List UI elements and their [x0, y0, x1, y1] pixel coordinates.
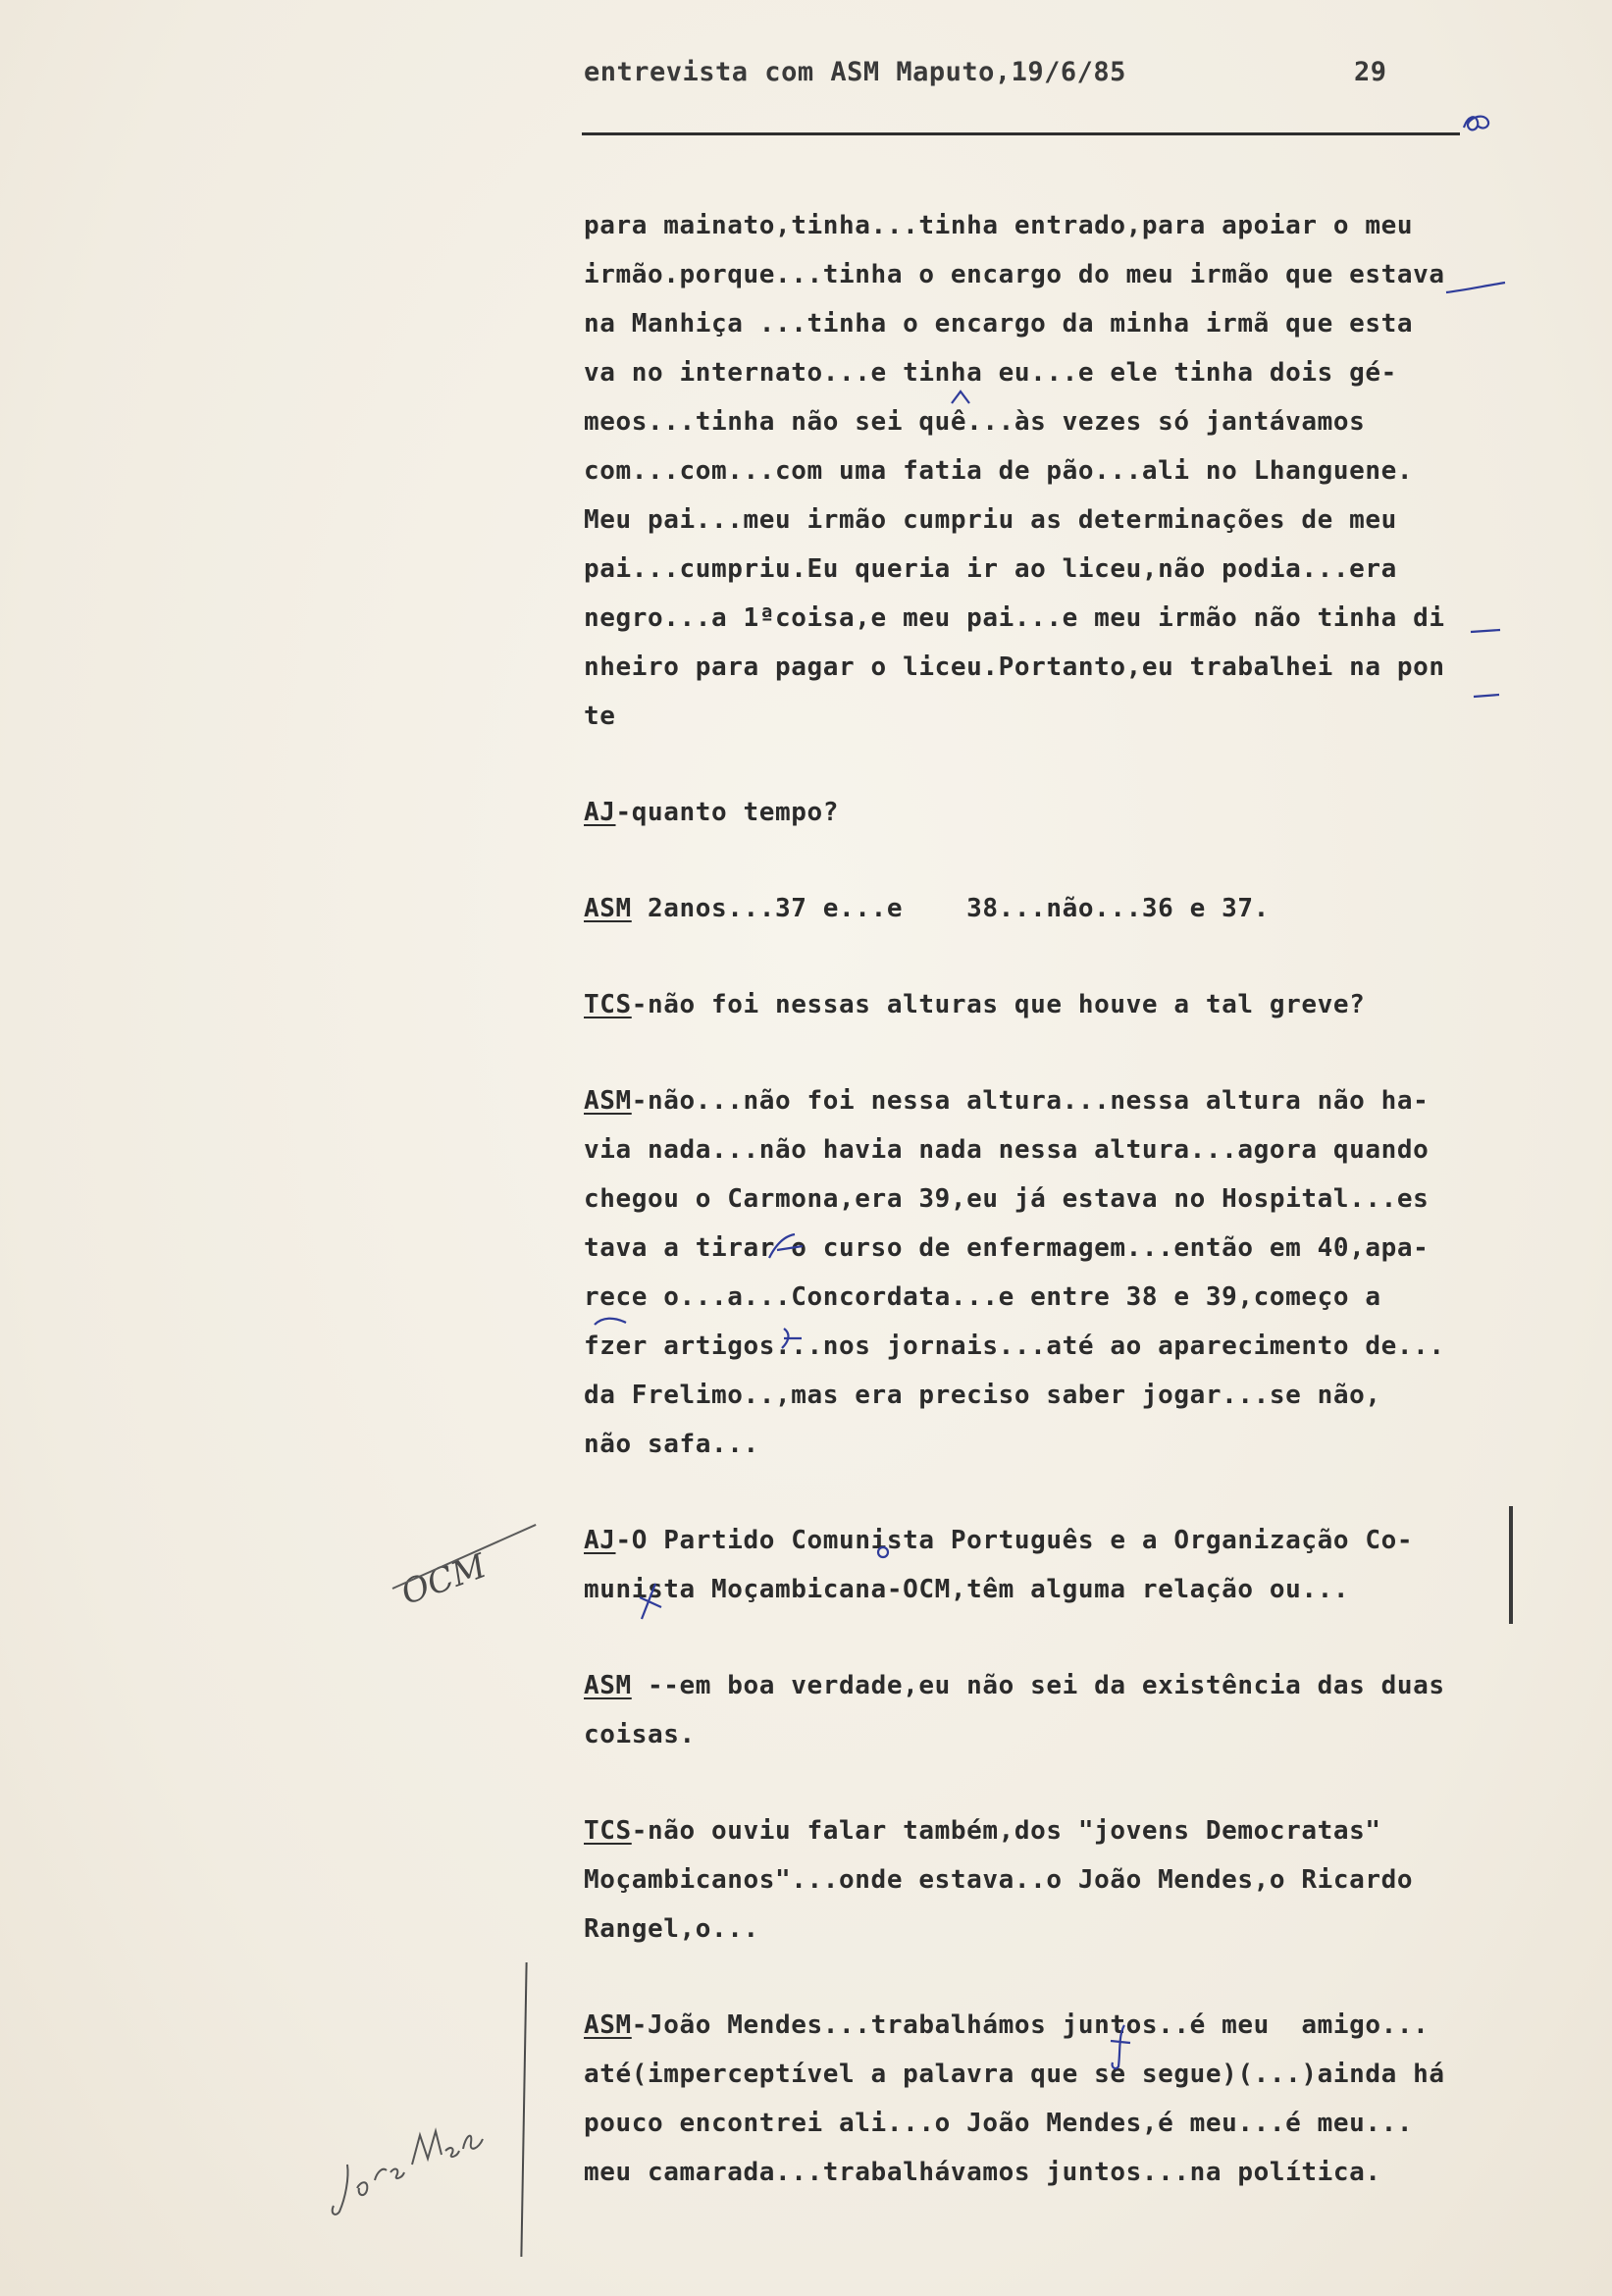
text-line	[584, 1516, 1526, 1565]
speech-text: -não foi nessas alturas que houve a tal greve?	[631, 990, 1366, 1019]
blue-caret-mark-icon	[949, 388, 972, 407]
speech-text: 2anos...37 e...e 38...não...36 e 37.	[631, 894, 1270, 923]
blue-underline-mark-icon	[1472, 691, 1503, 701]
transcript-paragraph	[584, 1661, 1526, 1759]
text-line: Meu pai...meu irmão cumpriu as determinações de meu	[584, 505, 1397, 535]
blue-correction-mark-icon	[765, 1228, 808, 1264]
page-header	[584, 57, 1467, 87]
text-line: chegou o Carmona,era 39,eu já estava no Hospital...es	[584, 1184, 1430, 1214]
speaker-label: ASM	[584, 1671, 632, 1700]
text-line: tava a tirar o curso de enfermagem...então em 40,apa-	[584, 1233, 1430, 1263]
speech-text: -João Mendes...trabalhámos juntos..é meu amigo...	[631, 2010, 1430, 2040]
speech-text: -O Partido Comunista Português e a Organização Co-	[615, 1526, 1414, 1555]
text-line	[584, 980, 1526, 1029]
blue-correction-mark-icon	[593, 1315, 628, 1329]
blue-correction-mark-icon	[1107, 2021, 1136, 2072]
text-line: munista Moçambicana-OCM,têm alguma relação ou...	[584, 1575, 1350, 1604]
text-line: meos...tinha não sei quê...às vezes só jantávamos	[584, 407, 1366, 437]
speaker-label: ASM	[584, 894, 632, 923]
text-line: com...com...com uma fatia de pão...ali no Lhanguene.	[584, 456, 1414, 486]
text-line: nheiro para pagar o liceu.Portanto,eu trabalhei na pon	[584, 652, 1445, 682]
speaker-label: AJ	[584, 1526, 616, 1555]
text-line	[584, 2001, 1526, 2050]
text-line: não safa...	[584, 1430, 759, 1459]
text-line	[584, 1076, 1526, 1125]
speaker-label: TCS	[584, 1816, 632, 1846]
text-line	[584, 788, 1526, 837]
speech-text: --em boa verdade,eu não sei da existência das duas	[631, 1671, 1445, 1700]
blue-correction-mark-icon	[634, 1580, 667, 1623]
margin-bar-right	[1509, 1506, 1513, 1624]
text-line	[584, 1806, 1526, 1855]
text-line: coisas.	[584, 1720, 696, 1749]
blue-correction-mark-icon	[778, 1325, 807, 1354]
speech-text: -quanto tempo?	[615, 798, 840, 827]
handwritten-signature-note	[326, 2070, 493, 2237]
transcript-paragraph	[584, 201, 1526, 741]
transcript-paragraph	[584, 884, 1526, 933]
text-line: va no internato...e tinha eu...e ele tinha dois gé-	[584, 358, 1397, 388]
text-line: negro...a 1ªcoisa,e meu pai...e meu irmão não tinha di	[584, 603, 1445, 633]
text-line: na Manhiça ...tinha o encargo da minha irmã que esta	[584, 309, 1414, 339]
text-line: irmão.porque...tinha o encargo do meu irmão que estava	[584, 260, 1445, 289]
transcript-paragraph	[584, 1516, 1526, 1614]
text-line: te	[584, 702, 616, 731]
transcript-paragraph	[584, 788, 1526, 837]
text-line: rece o...a...Concordata...e entre 38 e 39,começo a	[584, 1282, 1381, 1312]
transcript-paragraph	[584, 2001, 1526, 2197]
text-line: fzer artigos...nos jornais...até ao aparecimento de...	[584, 1331, 1445, 1361]
text-line	[584, 1661, 1526, 1710]
speaker-label: ASM	[584, 1086, 632, 1116]
transcript-body	[584, 201, 1526, 2244]
blue-correction-mark-icon	[873, 1533, 893, 1562]
header-title: entrevista com ASM Maputo,19/6/85	[584, 57, 1126, 87]
transcript-paragraph	[584, 1076, 1526, 1469]
text-line: via nada...não havia nada nessa altura...agora quando	[584, 1135, 1430, 1165]
blue-ink-scribble-icon	[1460, 108, 1493, 137]
text-line: da Frelimo..,mas era preciso saber jogar...se não,	[584, 1381, 1381, 1410]
text-line: para mainato,tinha...tinha entrado,para apoiar o meu	[584, 211, 1414, 240]
text-line: pai...cumpriu.Eu queria ir ao liceu,não podia...era	[584, 554, 1397, 584]
text-line: Moçambicanos"...onde estava..o João Mendes,o Ricardo	[584, 1865, 1414, 1895]
margin-bar-left	[520, 1962, 527, 2257]
text-line: pouco encontrei ali...o João Mendes,é meu...é meu...	[584, 2109, 1414, 2138]
speech-text: -não...não foi nessa altura...nessa altura não ha-	[631, 1086, 1430, 1116]
text-line: até(imperceptível a palavra que se segue)(...)ainda há	[584, 2060, 1445, 2089]
speaker-label: TCS	[584, 990, 632, 1019]
header-rule	[582, 132, 1460, 135]
transcript-paragraph	[584, 980, 1526, 1029]
transcript-paragraph	[584, 1806, 1526, 1954]
page-number: 29	[1354, 57, 1387, 87]
speech-text: -não ouviu falar também,dos "jovens Democratas"	[631, 1816, 1381, 1846]
speaker-label: AJ	[584, 798, 616, 827]
blue-underline-mark-icon	[1469, 626, 1504, 636]
margin-note-ocm: OCM	[395, 1546, 492, 1613]
text-line: meu camarada...trabalhávamos juntos...na política.	[584, 2158, 1381, 2187]
speaker-label: ASM	[584, 2010, 632, 2040]
text-line: Rangel,o...	[584, 1914, 759, 1944]
blue-underline-mark-icon	[1442, 281, 1511, 296]
text-line	[584, 884, 1526, 933]
